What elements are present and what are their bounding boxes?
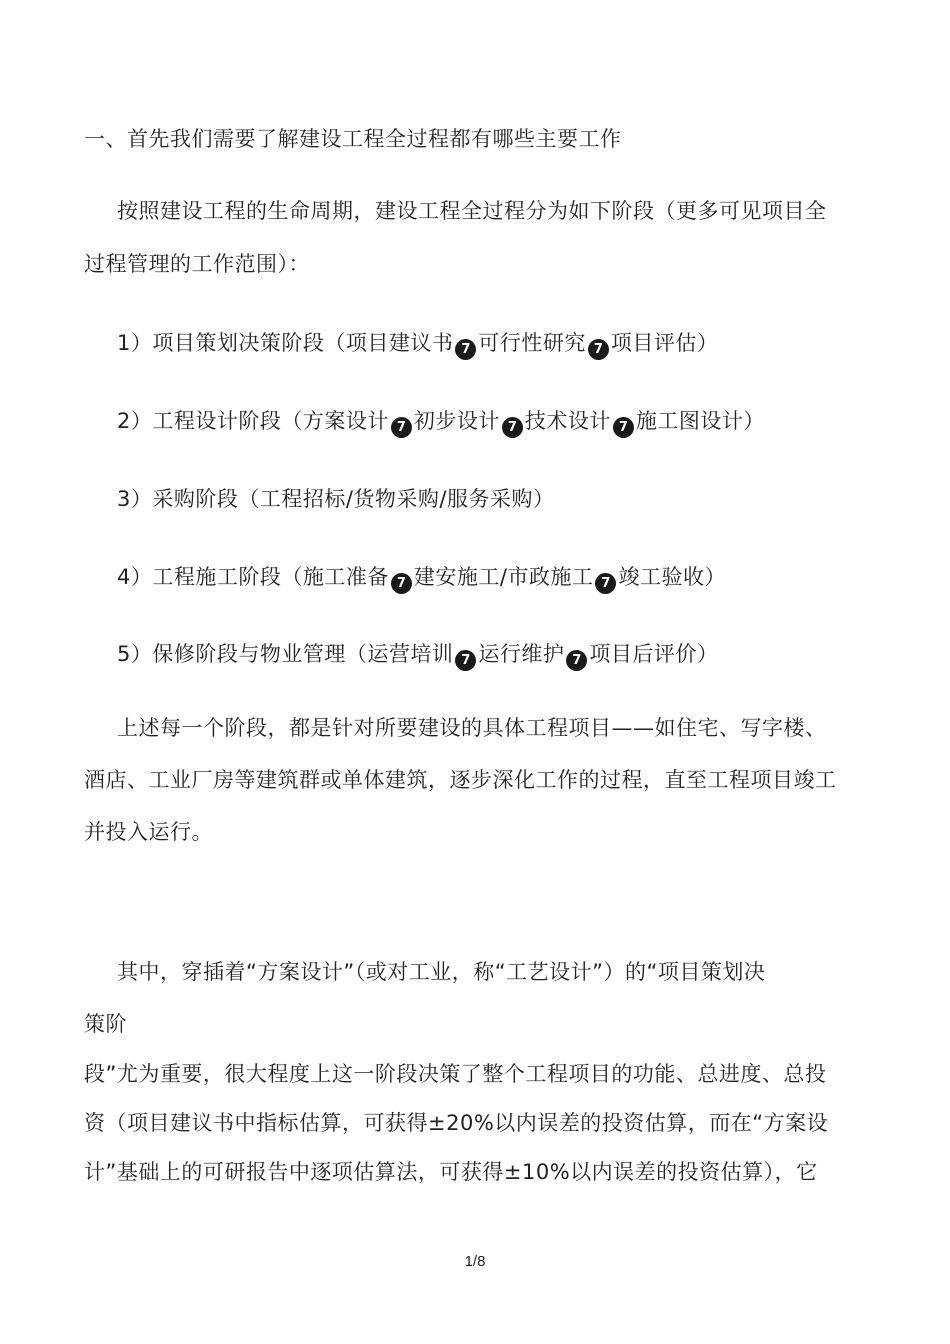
detail-line-2: 策阶 <box>84 1012 127 1036</box>
stage-item-1 <box>117 329 718 360</box>
stage-item-2 <box>117 407 765 438</box>
stage-2-text-a: 2）工程设计阶段（方案设计 <box>117 409 389 433</box>
stage-item-4 <box>117 563 726 594</box>
summary-line-2: 酒店、工业厂房等建筑群或单体建筑，逐步深化工作的过程，直至工程项目竣工 <box>84 768 837 792</box>
section-heading: 一、首先我们需要了解建设工程全过程都有哪些主要工作 <box>84 127 622 151</box>
stage-4-text-b: 建安施工/市政施工 <box>413 565 594 589</box>
bullet-icon: 7 <box>566 650 587 671</box>
detail-line-1: 其中，穿插着“方案设计”（或对工业，称“工艺设计”）的“项目策划决 <box>117 960 766 984</box>
stage-3-text-a: 3）采购阶段（工程招标/货物采购/服务采购） <box>117 487 555 511</box>
stage-1-text-b: 可行性研究 <box>478 331 586 355</box>
stage-2-text-b: 初步设计 <box>413 409 500 433</box>
stage-1-text-c: 项目评估） <box>610 331 719 355</box>
detail-line-3: 段”尤为重要，很大程度上这一阶段决策了整个工程项目的功能、总进度、总投 <box>84 1062 827 1086</box>
page-number: 1/8 <box>464 1253 486 1270</box>
stage-2-text-d: 施工图设计） <box>635 409 765 433</box>
stage-5-text-b: 运行维护 <box>478 642 565 666</box>
bullet-icon: 7 <box>455 650 476 671</box>
summary-line-1: 上述每一个阶段，都是针对所要建设的具体工程项目——如住宅、写字楼、 <box>117 716 827 740</box>
stage-4-text-a: 4）工程施工阶段（施工准备 <box>117 565 389 589</box>
stage-5-text-a: 5）保修阶段与物业管理（运营培训 <box>117 642 454 666</box>
stage-item-3 <box>117 485 555 513</box>
stage-2-text-c: 技术设计 <box>524 409 611 433</box>
bullet-icon: 7 <box>588 339 609 360</box>
intro-line-1: 按照建设工程的生命周期，建设工程全过程分为如下阶段（更多可见项目全 <box>117 199 827 223</box>
bullet-icon: 7 <box>595 573 616 594</box>
bullet-icon: 7 <box>613 417 634 438</box>
intro-line-2: 过程管理的工作范围）： <box>84 252 310 276</box>
bullet-icon: 7 <box>455 339 476 360</box>
stage-4-text-c: 竣工验收） <box>618 565 726 589</box>
detail-line-5: 计”基础上的可研报告中逐项估算法，可获得±10%以内误差的投资估算），它 <box>84 1160 818 1184</box>
bullet-icon: 7 <box>391 417 412 438</box>
stage-1-text-a: 1）项目策划决策阶段（项目建议书 <box>117 331 454 355</box>
bullet-icon: 7 <box>391 573 412 594</box>
stage-item-5 <box>117 640 718 671</box>
detail-line-4: 资（项目建议书中指标估算，可获得±20%以内误差的投资估算，而在“方案设 <box>84 1111 829 1135</box>
summary-line-3: 并投入运行。 <box>84 820 213 844</box>
bullet-icon: 7 <box>502 417 523 438</box>
stage-5-text-c: 项目后评价） <box>589 642 719 666</box>
